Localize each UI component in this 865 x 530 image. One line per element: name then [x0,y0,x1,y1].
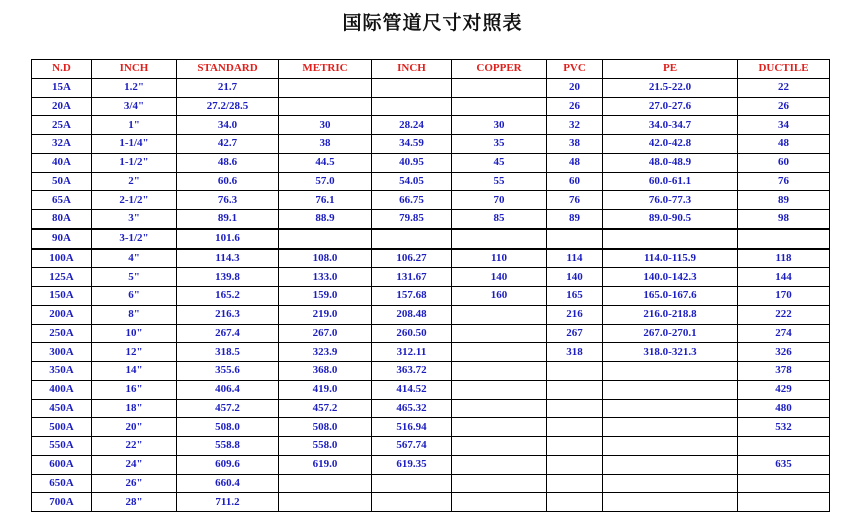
column-header-4: INCH [372,60,452,79]
table-cell: 516.94 [372,418,452,437]
table-row [32,493,830,512]
table-row [32,418,830,437]
table-cell: 300A [32,343,92,362]
table-cell: 22" [92,437,177,456]
column-header-8: DUCTILE [738,60,830,79]
table-header-row [32,60,830,79]
table-cell: 35 [452,135,547,154]
table-cell: 89 [547,210,603,229]
table-cell [372,493,452,512]
column-header-1: INCH [92,60,177,79]
table-cell: 70 [452,191,547,210]
table-cell: 131.67 [372,268,452,287]
table-cell [603,437,738,456]
column-header-2: STANDARD [177,60,279,79]
table-cell: 1-1/4" [92,135,177,154]
table-cell: 133.0 [279,268,372,287]
table-cell: 30 [279,116,372,135]
table-cell [452,229,547,249]
table-cell: 480 [738,399,830,418]
table-cell: 165 [547,287,603,306]
table-cell: 90A [32,229,92,249]
table-cell: 45 [452,153,547,172]
pipe-size-table [31,59,830,512]
table-cell: 4" [92,249,177,268]
table-cell [372,78,452,97]
table-cell [372,474,452,493]
table-cell [603,399,738,418]
table-cell: 76.1 [279,191,372,210]
table-cell: 21.7 [177,78,279,97]
table-cell [452,362,547,381]
table-row [32,380,830,399]
page-title: 国际管道尺寸对照表 [342,12,523,34]
table-cell [738,229,830,249]
table-cell: 27.0-27.6 [603,97,738,116]
table-cell: 89 [738,191,830,210]
table-cell: 165.0-167.6 [603,287,738,306]
table-cell: 711.2 [177,493,279,512]
table-cell: 260.50 [372,324,452,343]
table-cell: 24" [92,455,177,474]
table-cell: 140.0-142.3 [603,268,738,287]
table-row [32,474,830,493]
table-cell: 76.0-77.3 [603,191,738,210]
table-cell: 20" [92,418,177,437]
table-cell: 20 [547,78,603,97]
table-cell: 267.0-270.1 [603,324,738,343]
table-cell [547,455,603,474]
table-cell: 3" [92,210,177,229]
table-cell: 98 [738,210,830,229]
table-cell: 6" [92,287,177,306]
table-row [32,78,830,97]
table-cell: 28" [92,493,177,512]
table-cell [452,437,547,456]
table-cell: 200A [32,305,92,324]
table-cell: 18" [92,399,177,418]
table-cell: 216.3 [177,305,279,324]
table-cell: 48.0-48.9 [603,153,738,172]
table-cell: 157.68 [372,287,452,306]
table-cell: 508.0 [279,418,372,437]
table-cell [452,324,547,343]
table-cell: 12" [92,343,177,362]
table-cell: 160 [452,287,547,306]
table-cell [547,380,603,399]
table-cell: 159.0 [279,287,372,306]
table-row [32,455,830,474]
table-cell: 26" [92,474,177,493]
table-cell: 85 [452,210,547,229]
table-cell: 635 [738,455,830,474]
table-cell: 378 [738,362,830,381]
table-cell: 150A [32,287,92,306]
table-row [32,135,830,154]
table-cell [547,399,603,418]
table-cell: 34.0-34.7 [603,116,738,135]
table-cell: 89.0-90.5 [603,210,738,229]
table-cell: 567.74 [372,437,452,456]
table-cell: 42.7 [177,135,279,154]
table-cell: 140 [547,268,603,287]
table-cell: 250A [32,324,92,343]
table-cell: 144 [738,268,830,287]
table-cell: 650A [32,474,92,493]
table-cell: 88.9 [279,210,372,229]
table-cell: 89.1 [177,210,279,229]
table-cell: 44.5 [279,153,372,172]
table-cell: 48.6 [177,153,279,172]
table-cell [603,380,738,399]
table-row [32,249,830,268]
table-cell [547,474,603,493]
table-cell: 363.72 [372,362,452,381]
table-cell: 419.0 [279,380,372,399]
table-cell: 110 [452,249,547,268]
table-cell: 65A [32,191,92,210]
table-cell: 40.95 [372,153,452,172]
table-cell: 414.52 [372,380,452,399]
table-row [32,437,830,456]
table-cell: 21.5-22.0 [603,78,738,97]
table-cell: 27.2/28.5 [177,97,279,116]
table-cell: 114.0-115.9 [603,249,738,268]
table-cell: 318.0-321.3 [603,343,738,362]
table-cell [279,78,372,97]
table-cell: 76.3 [177,191,279,210]
table-row [32,287,830,306]
table-cell [452,493,547,512]
table-row [32,362,830,381]
table-cell: 219.0 [279,305,372,324]
table-row [32,324,830,343]
table-cell: 8" [92,305,177,324]
table-cell: 125A [32,268,92,287]
table-cell: 50A [32,172,92,191]
column-header-5: COPPER [452,60,547,79]
table-cell: 108.0 [279,249,372,268]
table-cell [452,380,547,399]
table-cell: 48 [547,153,603,172]
table-cell: 558.8 [177,437,279,456]
table-cell: 368.0 [279,362,372,381]
table-cell: 274 [738,324,830,343]
table-cell: 326 [738,343,830,362]
table-cell: 600A [32,455,92,474]
table-cell: 5" [92,268,177,287]
table-cell: 15A [32,78,92,97]
table-cell: 20A [32,97,92,116]
table-cell [603,418,738,437]
table-cell: 619.0 [279,455,372,474]
table-cell: 312.11 [372,343,452,362]
table-cell: 139.8 [177,268,279,287]
table-row [32,399,830,418]
table-cell: 3-1/2" [92,229,177,249]
table-cell: 34.0 [177,116,279,135]
table-cell: 140 [452,268,547,287]
table-cell: 550A [32,437,92,456]
table-cell [452,97,547,116]
table-cell [279,493,372,512]
table-cell: 216.0-218.8 [603,305,738,324]
table-cell: 79.85 [372,210,452,229]
table-cell: 40A [32,153,92,172]
table-cell: 660.4 [177,474,279,493]
column-header-0: N.D [32,60,92,79]
table-cell: 42.0-42.8 [603,135,738,154]
table-cell: 60 [547,172,603,191]
table-cell: 318 [547,343,603,362]
table-cell [452,399,547,418]
table-cell [372,97,452,116]
table-cell [738,437,830,456]
table-cell: 508.0 [177,418,279,437]
table-cell: 118 [738,249,830,268]
table-cell: 28.24 [372,116,452,135]
table-cell: 34 [738,116,830,135]
table-cell [547,437,603,456]
table-cell: 34.59 [372,135,452,154]
table-cell: 500A [32,418,92,437]
table-cell: 60.0-61.1 [603,172,738,191]
table-cell: 355.6 [177,362,279,381]
table-cell: 406.4 [177,380,279,399]
table-cell: 80A [32,210,92,229]
table-cell: 114 [547,249,603,268]
table-cell [547,493,603,512]
table-cell: 532 [738,418,830,437]
table-cell: 30 [452,116,547,135]
table-cell: 323.9 [279,343,372,362]
table-cell [738,493,830,512]
table-row [32,229,830,249]
table-cell [452,78,547,97]
table-cell: 222 [738,305,830,324]
table-cell [603,229,738,249]
table-cell [603,362,738,381]
table-cell [547,229,603,249]
table-cell: 101.6 [177,229,279,249]
table-cell: 14" [92,362,177,381]
table-cell: 1-1/2" [92,153,177,172]
table-row [32,343,830,362]
table-cell: 10" [92,324,177,343]
table-cell: 208.48 [372,305,452,324]
table-row [32,153,830,172]
table-cell: 318.5 [177,343,279,362]
table-cell: 26 [547,97,603,116]
table-cell [372,229,452,249]
table-cell: 100A [32,249,92,268]
table-cell: 2-1/2" [92,191,177,210]
table-cell: 66.75 [372,191,452,210]
table-body [32,78,830,511]
table-cell: 170 [738,287,830,306]
table-cell: 558.0 [279,437,372,456]
table-cell: 22 [738,78,830,97]
table-cell: 76 [547,191,603,210]
table-cell: 32A [32,135,92,154]
table-cell: 400A [32,380,92,399]
table-cell [603,455,738,474]
table-cell [279,474,372,493]
table-cell: 457.2 [177,399,279,418]
table-row [32,305,830,324]
table-cell: 350A [32,362,92,381]
table-cell: 1" [92,116,177,135]
table-cell [603,474,738,493]
table-cell: 16" [92,380,177,399]
table-cell: 25A [32,116,92,135]
table-cell [452,418,547,437]
column-header-3: METRIC [279,60,372,79]
table-cell: 60.6 [177,172,279,191]
table-cell: 457.2 [279,399,372,418]
table-cell [452,305,547,324]
column-header-6: PVC [547,60,603,79]
table-cell: 55 [452,172,547,191]
table-cell: 267.0 [279,324,372,343]
table-cell [547,362,603,381]
table-cell [452,343,547,362]
table-row [32,172,830,191]
table-row [32,116,830,135]
table-cell [452,474,547,493]
table-cell: 38 [547,135,603,154]
table-cell [603,493,738,512]
table-cell: 429 [738,380,830,399]
table-cell: 38 [279,135,372,154]
table-cell: 216 [547,305,603,324]
table-cell: 619.35 [372,455,452,474]
table-cell: 1.2" [92,78,177,97]
table-row [32,268,830,287]
table-cell [738,474,830,493]
table-cell: 60 [738,153,830,172]
table-cell [279,97,372,116]
table-cell [547,418,603,437]
table-row [32,210,830,229]
table-cell: 609.6 [177,455,279,474]
table-cell: 267 [547,324,603,343]
table-cell [452,455,547,474]
table-cell: 165.2 [177,287,279,306]
table-cell: 450A [32,399,92,418]
table-cell: 106.27 [372,249,452,268]
table-cell: 26 [738,97,830,116]
table-cell: 48 [738,135,830,154]
table-cell: 57.0 [279,172,372,191]
table-row [32,191,830,210]
table-cell: 3/4" [92,97,177,116]
table-cell: 32 [547,116,603,135]
table-row [32,97,830,116]
table-cell [279,229,372,249]
table-cell: 54.05 [372,172,452,191]
table-cell: 114.3 [177,249,279,268]
table-cell: 2" [92,172,177,191]
table-cell: 465.32 [372,399,452,418]
table-cell: 267.4 [177,324,279,343]
table-cell: 76 [738,172,830,191]
column-header-7: PE [603,60,738,79]
table-cell: 700A [32,493,92,512]
